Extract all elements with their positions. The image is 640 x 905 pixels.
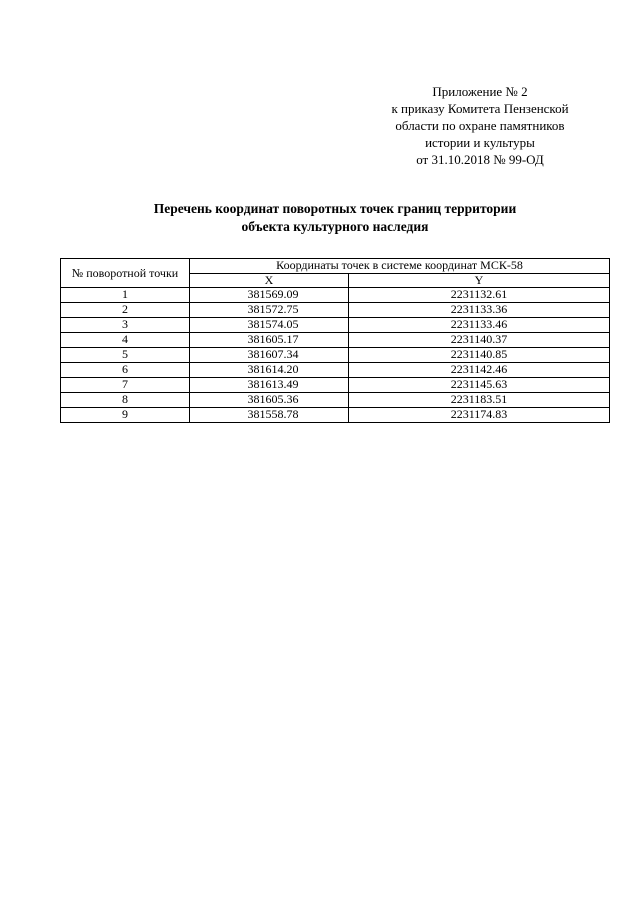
point-number-cell: 1 — [61, 288, 190, 303]
table-row — [61, 363, 610, 378]
y-header: Y — [349, 274, 610, 288]
x-coordinate-cell: 381569.09 — [190, 288, 349, 303]
x-coordinate-cell: 381558.78 — [190, 408, 349, 423]
table-row — [61, 318, 610, 333]
x-header: X — [190, 274, 349, 288]
y-coordinate-cell: 2231132.61 — [349, 288, 610, 303]
point-number-cell: 8 — [61, 393, 190, 408]
x-coordinate-cell: 381572.75 — [190, 303, 349, 318]
point-number-cell: 9 — [61, 408, 190, 423]
y-coordinate-cell: 2231174.83 — [349, 408, 610, 423]
table-header — [61, 259, 610, 288]
coordinates-table — [60, 258, 610, 423]
coordinates-group-header: Координаты точек в системе координат МСК-58 — [190, 259, 610, 274]
appendix-line: области по охране памятников — [395, 118, 565, 133]
table-row — [61, 348, 610, 363]
table-row — [61, 378, 610, 393]
x-coordinate-cell: 381605.36 — [190, 393, 349, 408]
table-row — [61, 288, 610, 303]
x-coordinate-cell: 381605.17 — [190, 333, 349, 348]
appendix-header — [350, 83, 610, 168]
y-coordinate-cell: 2231140.37 — [349, 333, 610, 348]
y-coordinate-cell: 2231140.85 — [349, 348, 610, 363]
table-row — [61, 408, 610, 423]
point-number-cell: 3 — [61, 318, 190, 333]
table-row — [61, 333, 610, 348]
title-line: Перечень координат поворотных точек границ территории — [153, 201, 517, 216]
x-coordinate-cell: 381574.05 — [190, 318, 349, 333]
x-coordinate-cell: 381607.34 — [190, 348, 349, 363]
x-coordinate-cell: 381613.49 — [190, 378, 349, 393]
appendix-line: истории и культуры — [425, 135, 535, 150]
title-line: объекта культурного наследия — [241, 219, 429, 234]
point-number-cell: 4 — [61, 333, 190, 348]
y-coordinate-cell: 2231183.51 — [349, 393, 610, 408]
point-number-cell: 7 — [61, 378, 190, 393]
y-coordinate-cell: 2231145.63 — [349, 378, 610, 393]
table-row — [61, 303, 610, 318]
appendix-line: к приказу Комитета Пензенской — [391, 101, 569, 116]
appendix-line: Приложение № 2 — [432, 84, 528, 99]
point-number-cell: 2 — [61, 303, 190, 318]
document-title — [60, 200, 610, 236]
y-coordinate-cell: 2231142.46 — [349, 363, 610, 378]
appendix-line: от 31.10.2018 № 99-ОД — [416, 152, 544, 167]
point-number-header: № поворотной точки — [61, 259, 190, 288]
point-number-cell: 5 — [61, 348, 190, 363]
table-row — [61, 393, 610, 408]
table-body — [61, 288, 610, 423]
x-coordinate-cell: 381614.20 — [190, 363, 349, 378]
point-number-cell: 6 — [61, 363, 190, 378]
y-coordinate-cell: 2231133.46 — [349, 318, 610, 333]
y-coordinate-cell: 2231133.36 — [349, 303, 610, 318]
